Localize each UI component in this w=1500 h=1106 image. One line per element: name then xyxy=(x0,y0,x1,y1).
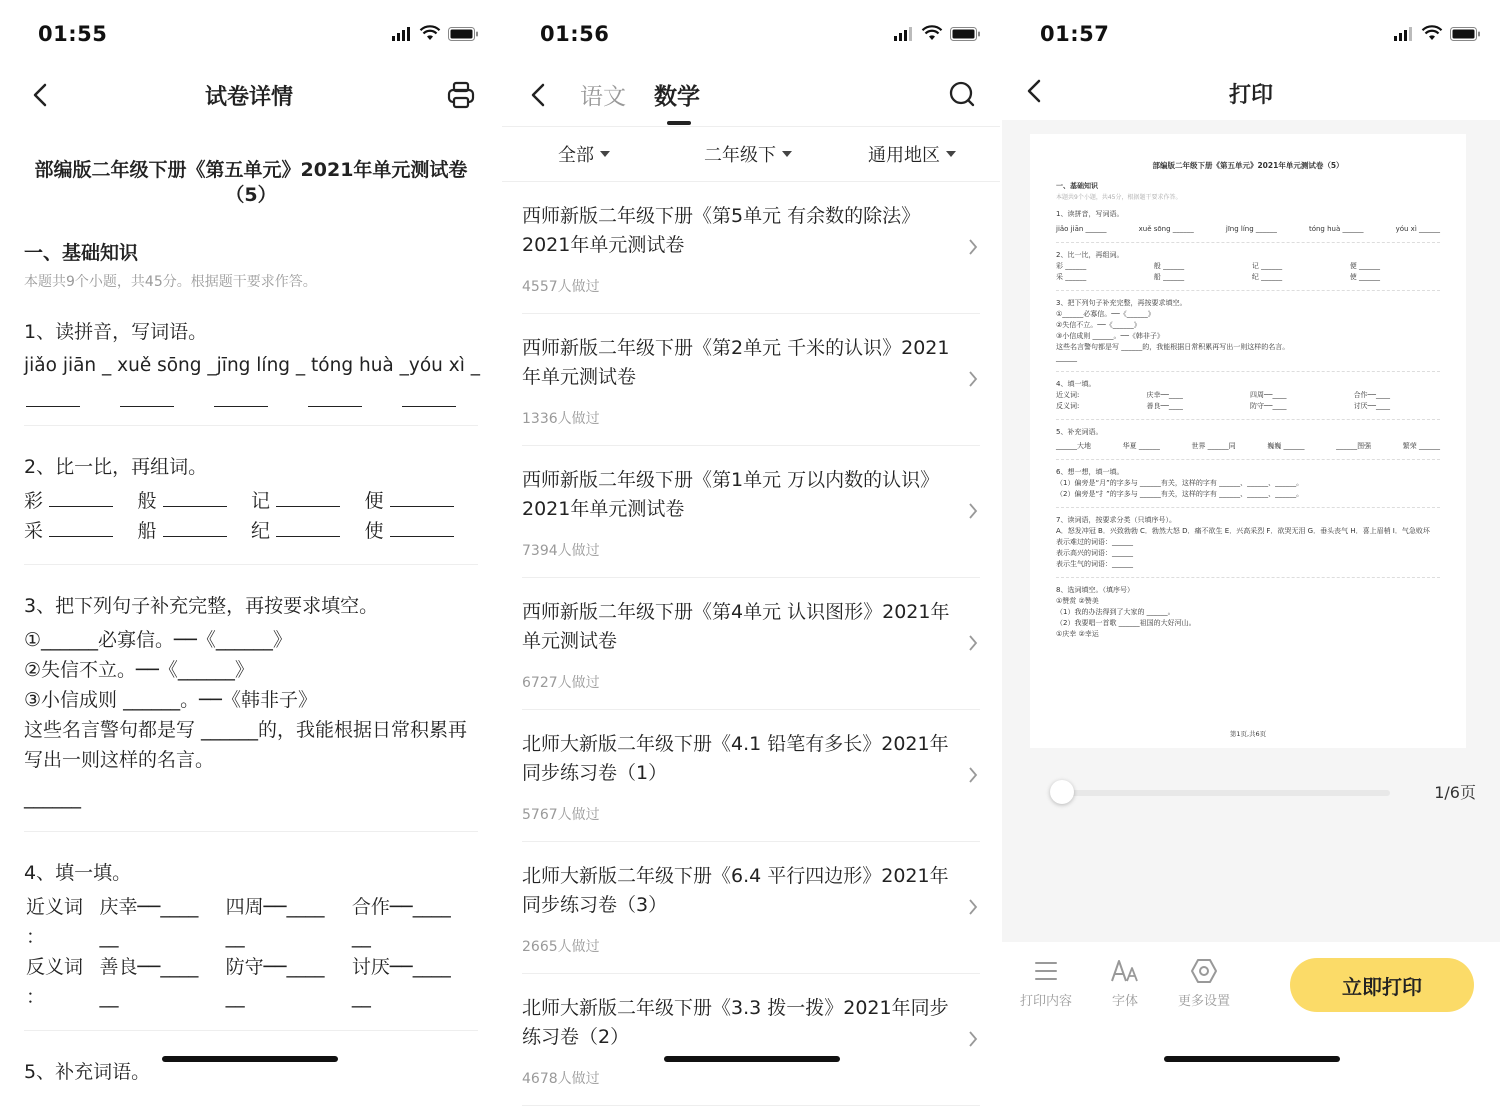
answer-blank[interactable] xyxy=(49,489,113,507)
item-count: 6727人做过 xyxy=(522,675,600,691)
question-4-row xyxy=(24,892,478,952)
list-item[interactable] xyxy=(522,314,980,446)
item-title: 西师新版二年级下册《第4单元 认识图形》2021年单元测试卷 xyxy=(522,601,950,652)
battery-icon xyxy=(448,27,478,41)
preview-cell: 近义词: xyxy=(1056,391,1080,399)
answer-blank[interactable] xyxy=(390,489,454,507)
answer-blank[interactable] xyxy=(276,489,340,507)
item-count: 2665人做过 xyxy=(522,939,600,955)
preview-hint: 本题共9个小题，共45分，根据题干要求作答。 xyxy=(1056,194,1182,201)
pair: 善良──____ xyxy=(99,956,199,978)
preview-title: 部编版二年级下册《第五单元》2021年单元测试卷（5） xyxy=(1152,161,1344,170)
page-title: 打印 xyxy=(1228,83,1273,108)
divider xyxy=(24,425,478,426)
answer-blank[interactable] xyxy=(26,389,80,407)
preview-cell: 讨厌──____ xyxy=(1353,402,1390,410)
wifi-icon xyxy=(922,26,942,41)
preview-divider xyxy=(1056,459,1440,460)
answer-blank[interactable] xyxy=(214,389,268,407)
list-item[interactable] xyxy=(522,578,980,710)
filter-region[interactable] xyxy=(868,141,956,167)
settings-hexagon-icon xyxy=(1190,958,1218,984)
status-bar xyxy=(1002,0,1500,70)
filter-label: 全部 xyxy=(558,145,594,166)
filter-all[interactable] xyxy=(558,141,610,167)
list-item[interactable] xyxy=(522,182,980,314)
blank-tail: __ xyxy=(351,986,371,1008)
item-count: 4678人做过 xyxy=(522,1071,600,1087)
screen-paper-detail xyxy=(0,0,498,1083)
preview-row xyxy=(1056,390,1440,401)
preview-cell: tóng huà ______ xyxy=(1308,225,1364,233)
question-3-line: ①______必寡信。──《______》 xyxy=(24,629,292,651)
page-title: 试卷详情 xyxy=(204,85,293,110)
print-content-button[interactable] xyxy=(1020,958,1072,1009)
preview-cell: 庆幸──____ xyxy=(1146,391,1183,399)
row-label: 近义词 xyxy=(26,896,84,918)
preview-line: （2）偏旁是“扌”的字多与 ______有关，这样的字有 ______、______、______。 xyxy=(1056,490,1304,498)
answer-blank[interactable] xyxy=(163,519,227,537)
nav-bar xyxy=(0,70,498,120)
blank-tail: __ xyxy=(99,986,119,1008)
preview-line: 这些名言警句都是写 ______的，我能根据日常积累再写出一则这样的名言。 xyxy=(1056,343,1290,351)
divider xyxy=(24,1030,478,1031)
caret-down-icon xyxy=(782,151,792,157)
blank-tail: __ xyxy=(99,926,119,948)
question-5-title: 5、补充词语。 xyxy=(24,1061,151,1083)
status-time: 01:55 xyxy=(38,22,108,46)
pair: 讨厌──____ xyxy=(351,956,451,978)
list-item[interactable] xyxy=(522,446,980,578)
preview-line: （1）我的办法得到了大家的 ______。 xyxy=(1056,608,1175,616)
answer-blank[interactable] xyxy=(163,489,227,507)
preview-q2: 2、比一比，再组词。 xyxy=(1056,251,1124,259)
preview-cell: 船 ______ xyxy=(1153,273,1185,281)
question-3-line: ②失信不立。──《______》 xyxy=(24,659,254,681)
search-icon[interactable] xyxy=(948,80,976,108)
filter-label: 二年级下 xyxy=(704,145,776,166)
char: 船 xyxy=(137,520,157,542)
answer-blank[interactable] xyxy=(402,389,456,407)
char: 便 xyxy=(364,490,384,512)
font-button[interactable] xyxy=(1110,958,1140,1009)
question-2-row xyxy=(24,486,478,516)
preview-divider xyxy=(1056,290,1440,291)
filter-bar xyxy=(502,126,1000,182)
pair: 四周──____ xyxy=(225,896,325,918)
item-count: 4557人做过 xyxy=(522,279,600,295)
preview-line: 表示高兴的词语：______ xyxy=(1056,549,1133,557)
paper-list xyxy=(522,182,980,1106)
preview-q1: 1、读拼音，写词语。 xyxy=(1056,210,1124,218)
preview-cell: 善良──____ xyxy=(1146,402,1183,410)
char: 采 xyxy=(24,520,44,542)
chevron-right-icon xyxy=(968,898,978,916)
page-indicator: 1/6页 xyxy=(1434,783,1476,802)
preview-cell: jīng líng ______ xyxy=(1225,225,1277,233)
section-title: 一、基础知识 xyxy=(24,242,139,264)
preview-q6: 6、想一想，填一填。 xyxy=(1056,468,1124,476)
status-time: 01:56 xyxy=(540,22,610,46)
battery-icon xyxy=(950,27,980,41)
preview-cell: ______大地 xyxy=(1056,442,1091,450)
screen-print xyxy=(1002,0,1500,1078)
status-icons xyxy=(894,26,980,41)
preview-cell: yóu xì ______ xyxy=(1395,225,1440,233)
slider-thumb[interactable] xyxy=(1050,780,1074,804)
preview-cell: 世界 ______同 xyxy=(1191,442,1236,450)
chevron-right-icon xyxy=(968,370,978,388)
preview-cell: 合作──____ xyxy=(1353,391,1390,399)
preview-line: ______ xyxy=(1056,354,1077,362)
answer-blank[interactable] xyxy=(49,519,113,537)
preview-cell: 华夏 ______ xyxy=(1122,442,1160,450)
question-3-line: 这些名言警句都是写 ______的，我能根据日常积累再写出一则这样的名言。 xyxy=(24,719,468,771)
item-count: 5767人做过 xyxy=(522,807,600,823)
chevron-right-icon xyxy=(968,502,978,520)
preview-line: （1）偏旁是“月”的字多与 ______有关，这样的字有 ______、______、______。 xyxy=(1056,479,1304,487)
tool-label: 更多设置 xyxy=(1178,994,1231,1009)
filter-grade[interactable] xyxy=(704,141,792,167)
paper-content xyxy=(24,158,478,1091)
battery-icon xyxy=(1450,27,1480,41)
preview-row xyxy=(1056,261,1440,272)
preview-divider xyxy=(1056,371,1440,372)
answer-blank[interactable] xyxy=(120,389,174,407)
status-bar xyxy=(502,0,1000,70)
preview-cell: jiǎo jiān ______ xyxy=(1056,225,1107,233)
preview-q7: 7、读词语，按要求分类（只填序号）。 xyxy=(1056,516,1176,524)
preview-cell: 防守──____ xyxy=(1250,402,1287,410)
print-now-button[interactable]: 立即打印 xyxy=(1290,958,1474,1012)
tab-chinese[interactable]: 语文 xyxy=(580,84,626,110)
preview-q5: 5、补充词语。 xyxy=(1056,428,1103,436)
pair: 庆幸──____ xyxy=(99,896,199,918)
font-size-icon xyxy=(1110,958,1140,984)
pair: 防守──____ xyxy=(225,956,325,978)
list-item[interactable] xyxy=(522,974,980,1106)
question-3-title: 3、把下列句子补充完整，再按要求填空。 xyxy=(24,595,379,617)
filter-label: 通用地区 xyxy=(868,145,940,166)
preview-cell: 采 ______ xyxy=(1056,273,1087,281)
preview-cell: 便 ______ xyxy=(1349,262,1380,270)
answer-blank[interactable] xyxy=(390,519,454,537)
preview-line: ③小信成则 ______。──《韩非子》 xyxy=(1056,332,1164,340)
colon: ： xyxy=(26,986,46,1008)
blank-tail: __ xyxy=(351,926,371,948)
preview-line: A．怒发冲冠 B．兴致勃勃 C．勃然大怒 D．痛不欲生 E．兴高采烈 F．欲哭无泪 G．垂头丧气 H．喜上眉梢 I．气急败坏 xyxy=(1056,527,1430,535)
char: 记 xyxy=(251,490,271,512)
tool-label: 字体 xyxy=(1111,994,1138,1009)
preview-cell: 四周──____ xyxy=(1250,391,1287,399)
item-title: 西师新版二年级下册《第1单元 万以内数的认识》2021年单元测试卷 xyxy=(522,469,940,520)
char: 彩 xyxy=(24,490,44,512)
preview-cell: 繁荣 ______ xyxy=(1402,442,1440,450)
question-2-row xyxy=(24,516,478,546)
preview-cell: 反义词: xyxy=(1056,402,1080,410)
char: 使 xyxy=(364,520,384,542)
wifi-icon xyxy=(1422,26,1442,41)
preview-divider xyxy=(1056,577,1440,578)
answer-blank[interactable] xyxy=(276,519,340,537)
status-icons xyxy=(1394,26,1480,41)
preview-q3: 3、把下列句子补充完整，再按要求填空。 xyxy=(1056,299,1187,307)
list-item[interactable] xyxy=(522,710,980,842)
home-indicator[interactable] xyxy=(162,1056,338,1062)
preview-row xyxy=(1056,224,1440,235)
question-1-blanks xyxy=(24,381,478,407)
status-icons xyxy=(392,26,478,41)
list-icon xyxy=(1033,958,1059,984)
char: 般 xyxy=(137,490,157,512)
preview-footer: 第1页,共6页 xyxy=(1229,730,1267,738)
preview-line: ①赞赏 ②赞美 xyxy=(1056,597,1099,605)
colon: ： xyxy=(26,926,46,948)
divider xyxy=(24,831,478,832)
item-title: 北师大新版二年级下册《3.3 拨一拨》2021年同步练习卷（2） xyxy=(522,997,949,1048)
preview-divider xyxy=(1056,419,1440,420)
preview-row xyxy=(1056,401,1440,412)
caret-down-icon xyxy=(946,151,956,157)
print-preview-page[interactable] xyxy=(1030,134,1466,748)
item-title: 北师大新版二年级下册《6.4 平行四边形》2021年同步练习卷（3） xyxy=(522,865,949,916)
preview-cell: 使 ______ xyxy=(1349,273,1380,281)
section-hint: 本题共9个小题，共45分。根据题干要求作答。 xyxy=(24,274,317,290)
preview-line: 表示难过的词语：______ xyxy=(1056,538,1133,546)
screen-paper-list xyxy=(502,0,1000,1087)
preview-q8: 8、选词填空。（填序号） xyxy=(1056,586,1134,594)
item-title: 西师新版二年级下册《第5单元 有余数的除法》2021年单元测试卷 xyxy=(522,205,921,256)
preview-line: ①______必寡信。──《______》 xyxy=(1056,310,1155,318)
item-count: 1336人做过 xyxy=(522,411,600,427)
preview-cell: xuě sōng ______ xyxy=(1138,225,1194,233)
preview-cell: 彩 ______ xyxy=(1056,262,1087,270)
question-4-row xyxy=(24,952,478,1012)
question-3-line: ______ xyxy=(24,787,81,809)
status-time: 01:57 xyxy=(1040,22,1110,46)
preview-q4: 4、填一填。 xyxy=(1056,380,1096,388)
signal-icon xyxy=(392,27,412,41)
chevron-right-icon xyxy=(968,238,978,256)
question-1-title: 1、读拼音，写词语。 xyxy=(24,321,208,343)
item-title: 北师大新版二年级下册《4.1 铅笔有多长》2021年同步练习卷（1） xyxy=(522,733,949,784)
signal-icon xyxy=(894,27,914,41)
answer-blank[interactable] xyxy=(308,389,362,407)
preview-cell: 般 ______ xyxy=(1153,262,1185,270)
blank-tail: __ xyxy=(225,926,245,948)
char: 纪 xyxy=(251,520,271,542)
preview-line: 表示生气的词语：______ xyxy=(1056,560,1133,568)
preview-line: ①庆幸 ②幸运 xyxy=(1056,630,1099,638)
nav-bar xyxy=(1002,70,1500,120)
item-count: 7394人做过 xyxy=(522,543,600,559)
question-4-title: 4、填一填。 xyxy=(24,862,132,884)
preview-row xyxy=(1056,441,1440,452)
signal-icon xyxy=(1394,27,1414,41)
tab-math[interactable]: 数学 xyxy=(654,78,700,111)
home-indicator[interactable] xyxy=(1164,1056,1340,1062)
preview-line: （2）我要唱一首歌 ______祖国的大好河山。 xyxy=(1056,619,1196,627)
chevron-right-icon xyxy=(968,634,978,652)
chevron-right-icon xyxy=(968,1030,978,1048)
preview-cell: ______图强 xyxy=(1336,442,1372,450)
preview-divider xyxy=(1056,242,1440,243)
preview-cell: 巍巍 ______ xyxy=(1267,442,1305,450)
preview-cell: 记 ______ xyxy=(1251,262,1283,270)
row-label: 反义词 xyxy=(26,956,84,978)
caret-down-icon xyxy=(600,151,610,157)
preview-section: 一、基础知识 xyxy=(1056,182,1098,190)
printer-icon[interactable] xyxy=(446,80,476,110)
item-title: 西师新版二年级下册《第2单元 千米的认识》2021年单元测试卷 xyxy=(522,337,950,388)
blank-tail: __ xyxy=(225,986,245,1008)
question-2-title: 2、比一比，再组词。 xyxy=(24,456,208,478)
question-1-pinyin: jiǎo jiān _ xuě sōng _jīng líng _ tóng huà _yóu xì _ xyxy=(24,355,480,376)
question-3-line: ③小信成则 ______。──《韩非子》 xyxy=(24,689,317,711)
paper-title: 部编版二年级下册《第五单元》2021年单元测试卷（5） xyxy=(34,159,468,206)
list-item[interactable] xyxy=(522,842,980,974)
more-settings-button[interactable] xyxy=(1178,958,1230,1009)
home-indicator[interactable] xyxy=(664,1056,840,1062)
print-preview-area xyxy=(1002,120,1500,942)
tool-label: 打印内容 xyxy=(1020,994,1073,1009)
status-bar xyxy=(0,0,498,70)
preview-line: ②失信不立。──《______》 xyxy=(1056,321,1141,329)
subject-tabs xyxy=(580,78,700,111)
wifi-icon xyxy=(420,26,440,41)
back-icon[interactable] xyxy=(528,82,550,108)
preview-divider xyxy=(1056,507,1440,508)
preview-cell: 纪 ______ xyxy=(1251,273,1283,281)
preview-row xyxy=(1056,272,1440,283)
divider xyxy=(24,564,478,565)
pair: 合作──____ xyxy=(351,896,451,918)
chevron-right-icon xyxy=(968,766,978,784)
page-slider[interactable] xyxy=(1050,790,1390,796)
